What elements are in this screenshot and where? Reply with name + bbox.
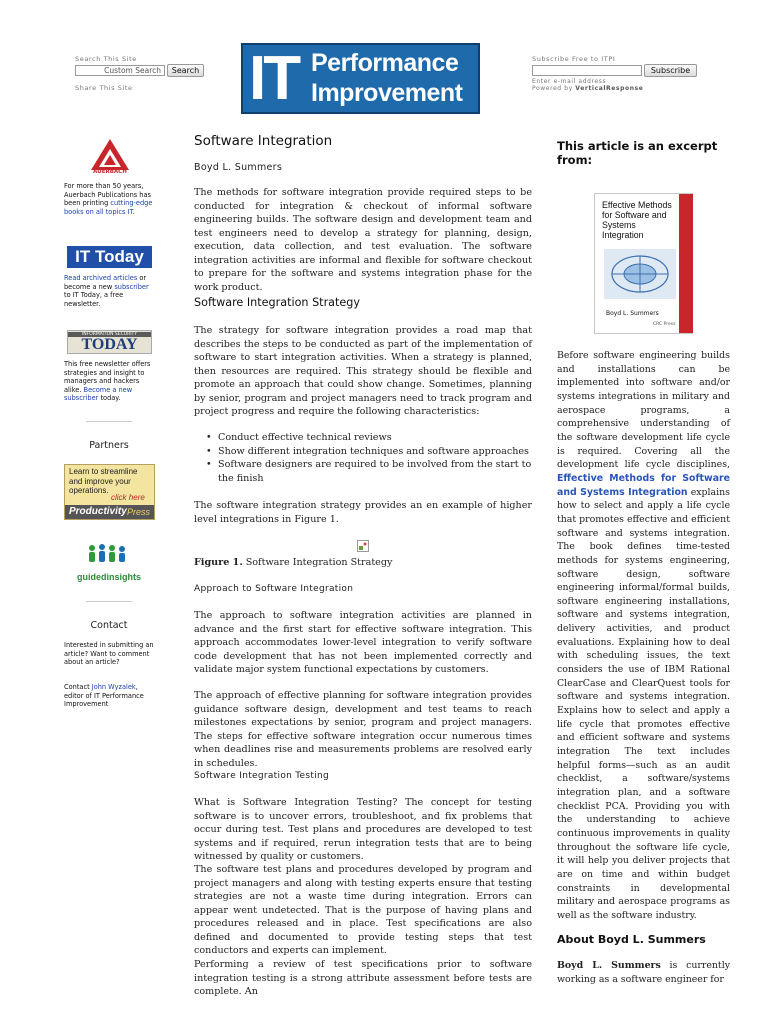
ittoday-text2: to IT Today, a free newsletter.	[64, 291, 124, 308]
istoday-logo-small: INFORMATION SECURITY	[68, 332, 151, 337]
istoday-logo[interactable]	[67, 330, 152, 354]
heading-testing: Software Integration Testing	[194, 771, 330, 781]
ittoday-subscriber-link[interactable]: subscriber	[114, 282, 149, 291]
about-author-heading: About Boyd L. Summers	[557, 933, 706, 946]
book-diagram-icon	[604, 249, 676, 299]
auerbach-logo[interactable]	[89, 137, 131, 177]
istoday-text1: This free newsletter offers strategies and insight to managers and hackers alike.	[64, 360, 151, 394]
subscribe-label: Subscribe Free to ITPI	[532, 55, 616, 63]
site-logo[interactable]	[241, 43, 480, 114]
heading-strategy: Software Integration Strategy	[194, 296, 361, 309]
sidebar-divider	[86, 421, 132, 422]
heading-approach: Approach to Software Integration	[194, 584, 354, 594]
paragraph-testing-3: Performing a review of test specifications prior to software integration testing is a strong attribute assessment before tests are complete. An	[194, 959, 532, 997]
istoday-logo-text: TODAY	[81, 336, 138, 353]
list-item: • Show different integration techniques and software approaches	[206, 445, 532, 459]
auerbach-text-end: .	[132, 207, 135, 216]
about-author-text	[557, 959, 730, 986]
figure-label: Figure 1.	[194, 557, 243, 568]
search-input[interactable]: Custom Search	[75, 65, 165, 76]
figure-caption-text: Software Integration Strategy	[242, 557, 393, 568]
partners-heading: Partners	[89, 440, 129, 451]
article-title: Software Integration	[194, 133, 333, 149]
productivity-ad-text: Learn to streamline and improve your operations.	[69, 467, 138, 495]
contact-editor-link[interactable]: John Wyzalek	[91, 683, 136, 691]
auerbach-books-link[interactable]: cutting-edge books on all topics IT	[64, 199, 153, 216]
book-title-link[interactable]: Effective Methods for Software and Systems Integration	[557, 472, 730, 498]
contact-heading: Contact	[90, 620, 128, 631]
paragraph-approach-2: The approach of effective planning for software integration provides guidance software design, development and test teams to reach milestones expectations by senior, program and project managers. The steps for effective software integration occur numerous times when deadlines rise and measurements problems are resolved early in schedules.	[194, 690, 532, 769]
contact-suffix: , editor of IT Performance Improvement	[64, 683, 144, 709]
contact-blurb	[64, 683, 154, 709]
email-input[interactable]	[532, 65, 642, 76]
ittoday-logo[interactable]	[67, 246, 152, 268]
list-item: • Software designers are required to be involved from the start to the finish	[206, 458, 532, 485]
paragraph-testing-1: What is Software Integration Testing? The concept for testing software is to uncover errors, troubleshoot, and fix problems that occur during test. Test plans and procedures are developed to test systems and if required, rerun integration tests that are to being witnessed by quality or customers.	[194, 797, 532, 862]
contact-prefix: Contact	[64, 683, 92, 691]
logo-it-text: IT	[249, 44, 299, 113]
powered-prefix: Powered by	[532, 85, 573, 92]
book-spine	[679, 194, 693, 333]
istoday-blurb	[64, 360, 154, 403]
verticalresponse-link[interactable]: VerticalResponse	[575, 85, 644, 92]
ittoday-blurb	[64, 274, 154, 308]
share-label[interactable]: Share This Site	[75, 84, 133, 92]
guided-insights-brand[interactable]: guidedinsights	[77, 572, 141, 582]
read-archived-link[interactable]: Read archived articles	[64, 274, 138, 282]
about-author-name: Boyd L. Summers	[557, 960, 661, 971]
book-description	[557, 349, 730, 923]
istoday-text2: today.	[98, 394, 121, 403]
productivity-brand: Productivity	[69, 506, 127, 517]
characteristics-list	[206, 431, 532, 485]
paragraph-figure-intro: The software integration strategy provides an en example of higher level integrations in Figure 1.	[194, 500, 532, 525]
book-cover-publisher: CRC Press	[653, 322, 676, 327]
book-cover[interactable]	[594, 193, 693, 334]
auerbach-logo-text: AUERBACH	[93, 169, 127, 175]
paragraph-strategy: The strategy for software integration provides a road map that describes the steps to be conducted as part of the implementation of software to start integration activities. When a strategy is planned, then resources are required. This strategy should be flexible and promote an approach that could show change. Sometimes, planning by senior, program and project managers need to track program and project progress and require the following characteristics:	[194, 325, 532, 417]
powered-by	[532, 85, 643, 92]
search-label: Search This Site	[75, 55, 137, 63]
book-cover-title: Effective Methods for Software and Systems Integration	[602, 200, 672, 240]
paragraph-approach-1: The approach to software integration activities are planned in advance and the first start for effective software integration. This approach accommodates lower-level integration to verify software code development that has not been implemented correctly and validate major system functional expectations by customers.	[194, 610, 532, 675]
auerbach-text: For more than 50 years, Auerbach Publications has been printing	[64, 182, 151, 208]
book-desc-after: explains how to select and apply a life cycle that promotes effective and efficient software and systems integration. The book defines time-tested methods for systems engineering, software design, software engineering informal/formal builds, software engineering installations, software and systems integration, delivery activities, and product evaluations. Explaining how to deal with scheduling issues, the text considers the use of IBM Rational ClearCase and ClearQuest tools for software and systems integration. Explains how to select and apply a life cycle that promotes effective and efficient software and systems integration The text includes helpful forms—such as an audit checklist, a software/systems integration plan, and a software checklist PCA. Providing you with the understanding to achieve continuous improvements in quality throughout the software life cycle, it will help you deliver projects that are on time and within budget constraints in developmental military and aerospace programs as well as the software industry.	[557, 486, 730, 921]
subscribe-button[interactable]: Subscribe	[644, 64, 697, 77]
productivity-ad-footer	[65, 505, 154, 519]
contact-text: Interested in submitting an article? Want to comment about an article?	[64, 641, 154, 667]
istoday-subscriber-link[interactable]: Become a new subscriber	[64, 385, 133, 403]
productivity-press-ad[interactable]	[64, 464, 155, 520]
article-author: Boyd L. Summers	[194, 162, 283, 173]
excerpt-heading: This article is an excerpt from:	[557, 139, 718, 167]
email-hint: Enter e-mail address	[532, 78, 607, 85]
productivity-brand2: Press	[127, 507, 151, 517]
ittoday-text1: or become a new	[64, 274, 147, 291]
list-item: • Conduct effective technical reviews	[206, 431, 532, 445]
paragraph-intro: The methods for software integration provide required steps to be conducted for integration & checkout of informal software engineering builds. The software design and development team and test engineers need to develop a strategy for planning, design, execution, data collection, and test evaluation. The software integration activities are informal and flexible for software checkout to prepare for the software and systems integration phase for the work product.	[194, 187, 532, 293]
sidebar-divider-2	[86, 601, 132, 602]
guided-insights-logo[interactable]	[82, 543, 132, 571]
book-desc-before: Before software engineering builds and installations can be implemented into software and/or systems integrations in military and aerospace programs, a comprehensive understanding of the software development life cycle is required. Covering all the development life cycle disciplines,	[557, 350, 730, 471]
about-author-desc: is currently working as a software engineer for	[557, 960, 730, 985]
paragraph-testing-2: The software test plans and procedures developed by program and project managers and along with testing experts ensure that testing strategies are not a waste time during integration. Errors can appear went undetected. That is the purpose of having plans and procedures released and in place. Test specifications are also defined and documented to provide testing steps that test conductors and experts can implement.	[194, 864, 532, 956]
productivity-ad-click[interactable]: click here	[111, 493, 145, 502]
people-icon	[82, 543, 132, 571]
search-button[interactable]: Search	[167, 64, 204, 77]
book-cover-author: Boyd L. Summers	[606, 310, 659, 317]
ittoday-logo-text: IT Today	[75, 247, 144, 266]
figure-caption	[194, 557, 392, 568]
broken-image-icon	[357, 537, 369, 549]
logo-line1: Performance	[311, 49, 459, 77]
logo-line2: Improvement	[311, 79, 463, 107]
auerbach-blurb	[64, 182, 154, 216]
